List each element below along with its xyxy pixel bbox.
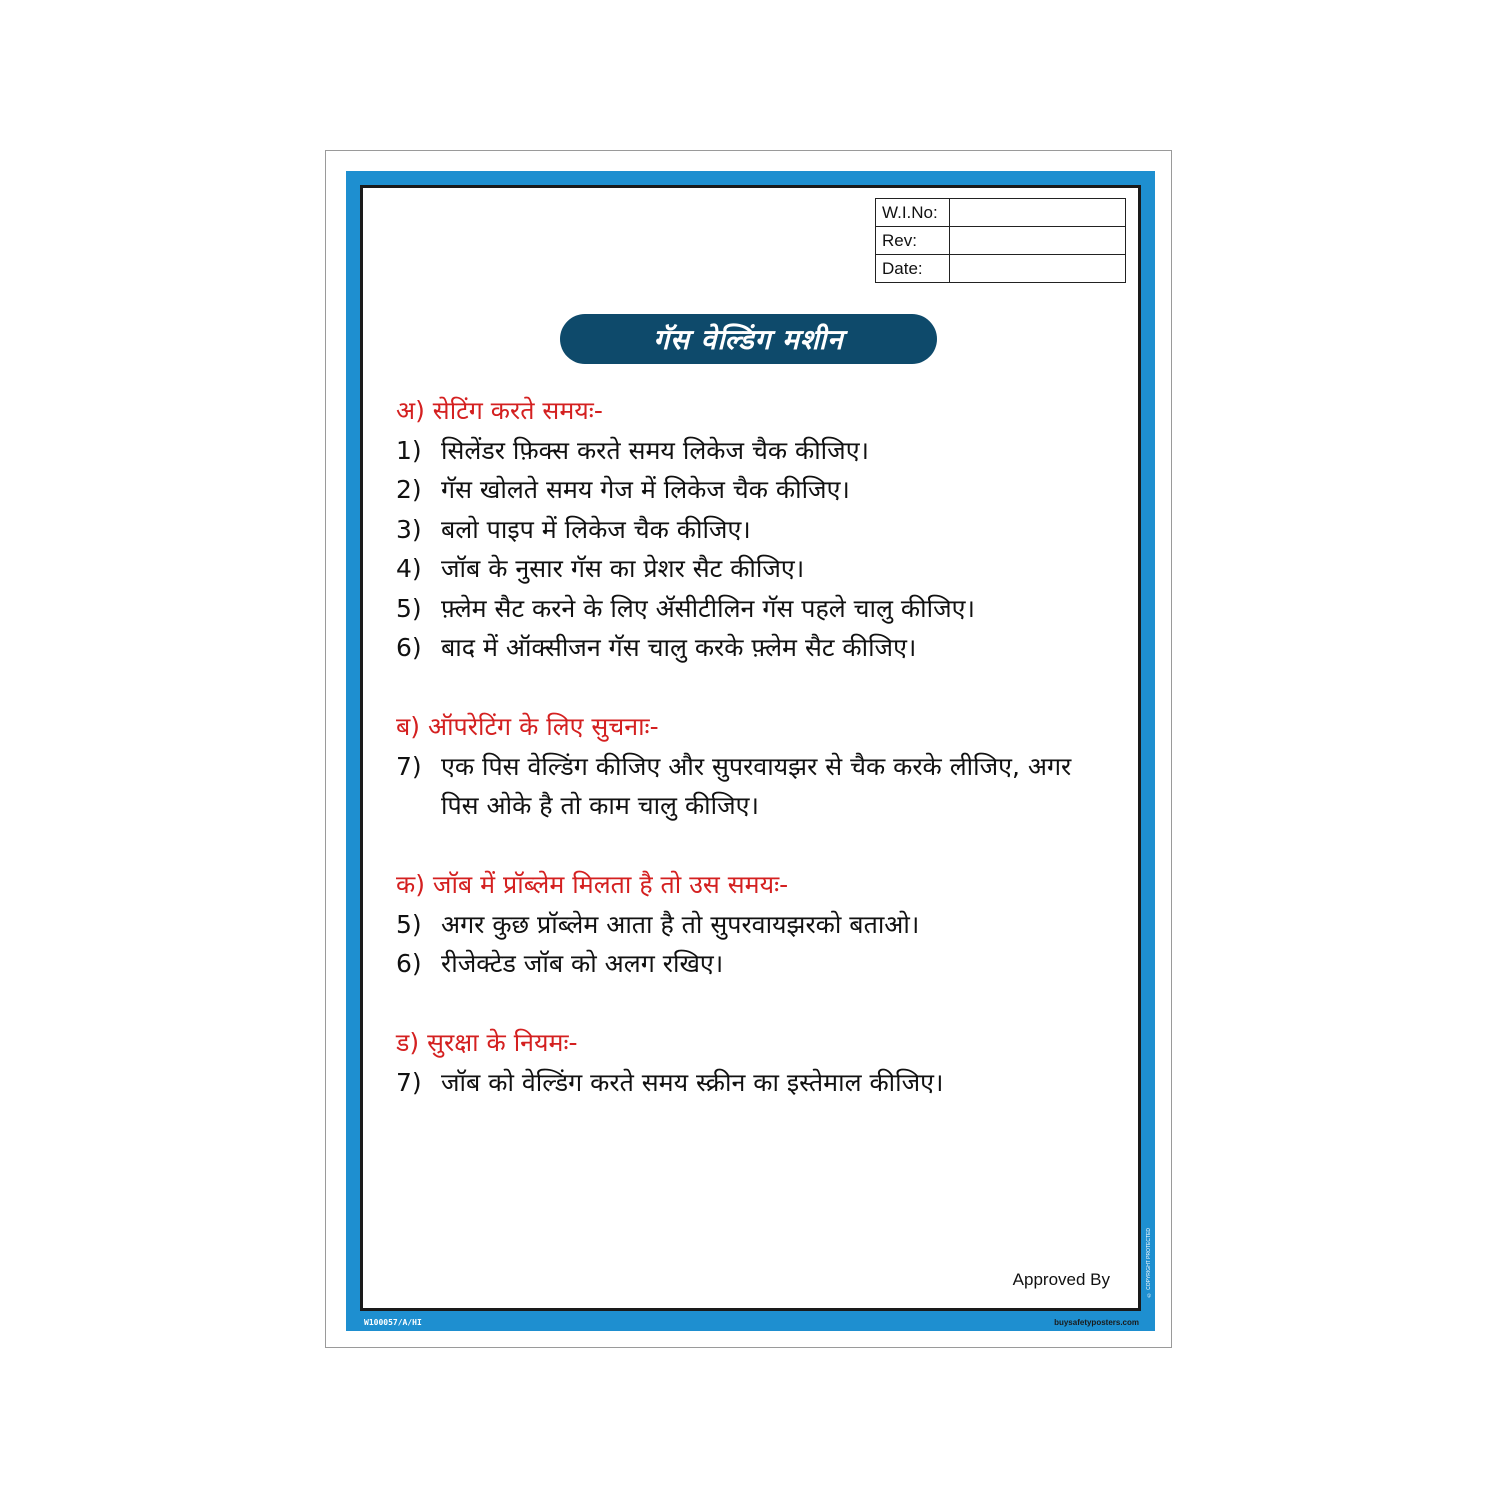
rev-value	[950, 227, 1126, 255]
item-number: 6)	[396, 949, 422, 978]
item-number: 4)	[396, 554, 422, 583]
poster-blue-frame	[346, 171, 1155, 1331]
item-text: फ़्लेम सैट करने के लिए ॲसीटीलिन गॅस पहले चालु कीजिए।	[441, 593, 975, 623]
list-item	[396, 589, 1096, 629]
list-item	[396, 431, 1096, 471]
list-item	[396, 905, 1096, 945]
item-text: बाद में ऑक्सीजन गॅस चालु करके फ़्लेम सैट कीजिए।	[441, 633, 917, 662]
copyright-notice: © COPYRIGHT PROTECTED	[1146, 1227, 1152, 1297]
item-text: एक पिस वेल्डिंग कीजिए और सुपरवायझर से चैक करके लीजिए, अगर पिस ओके है तो काम चालु कीजिए।	[441, 751, 1072, 820]
poster	[325, 150, 1172, 1348]
section-spacer	[396, 668, 1096, 708]
list-item	[396, 1063, 1096, 1103]
wi-no-row	[876, 199, 1126, 227]
list-item	[396, 944, 1096, 984]
item-number: 5)	[396, 593, 422, 623]
item-text: रीजेक्टेड जॉब को अलग रखिए।	[441, 949, 724, 978]
list-item	[396, 628, 1096, 668]
section-heading-operating: ब) ऑपरेटिंग के लिए सुचनाः-	[396, 712, 659, 741]
item-text: गॅस खोलते समय गेज में लिकेज चैक कीजिए।	[441, 475, 850, 504]
item-number: 3)	[396, 514, 422, 544]
publisher-website: buysafetyposters.com	[1054, 1318, 1139, 1327]
item-number: 5)	[396, 909, 422, 939]
item-text: जॉब के नुसार गॅस का प्रेशर सैट कीजिए।	[441, 554, 805, 583]
item-number: 7)	[396, 751, 422, 781]
item-text: अगर कुछ प्रॉब्लेम आता है तो सुपरवायझरको बताओ।	[441, 909, 920, 939]
section-heading-problem: क) जॉब में प्रॉब्लेम मिलता है तो उस समयः-	[396, 870, 789, 899]
title-banner	[560, 314, 937, 364]
list-item	[396, 510, 1096, 550]
wi-no-label: W.I.No:	[876, 199, 950, 227]
poster-content-panel	[360, 185, 1141, 1311]
section-heading-safety: ड) सुरक्षा के नियमः-	[396, 1028, 578, 1057]
rev-row	[876, 227, 1126, 255]
list-item	[396, 549, 1096, 589]
item-number: 2)	[396, 475, 422, 504]
poster-code: W100057/A/HI	[364, 1318, 422, 1327]
instructions-content	[396, 391, 1096, 1102]
date-row	[876, 255, 1126, 283]
section-spacer	[396, 826, 1096, 866]
approved-by-label: Approved By	[1012, 1270, 1110, 1289]
item-number: 1)	[396, 435, 422, 465]
item-text: सिलेंडर फ़िक्स करते समय लिकेज चैक कीजिए।	[441, 435, 870, 465]
item-text: बलो पाइप में लिकेज चैक कीजिए।	[441, 514, 751, 544]
item-number: 7)	[396, 1067, 422, 1097]
work-instruction-info-table	[875, 198, 1126, 283]
poster-title: गॅस वेल्डिंग मशीन	[653, 323, 844, 356]
wi-no-value	[950, 199, 1126, 227]
item-text: जॉब को वेल्डिंग करते समय स्क्रीन का इस्तेमाल कीजिए।	[441, 1067, 944, 1097]
list-item	[396, 747, 1096, 826]
section-spacer	[396, 984, 1096, 1024]
date-value	[950, 255, 1126, 283]
date-label: Date:	[876, 255, 950, 283]
section-heading-setting: अ) सेटिंग करते समयः-	[396, 396, 603, 425]
item-number: 6)	[396, 633, 422, 662]
rev-label: Rev:	[876, 227, 950, 255]
list-item	[396, 470, 1096, 510]
